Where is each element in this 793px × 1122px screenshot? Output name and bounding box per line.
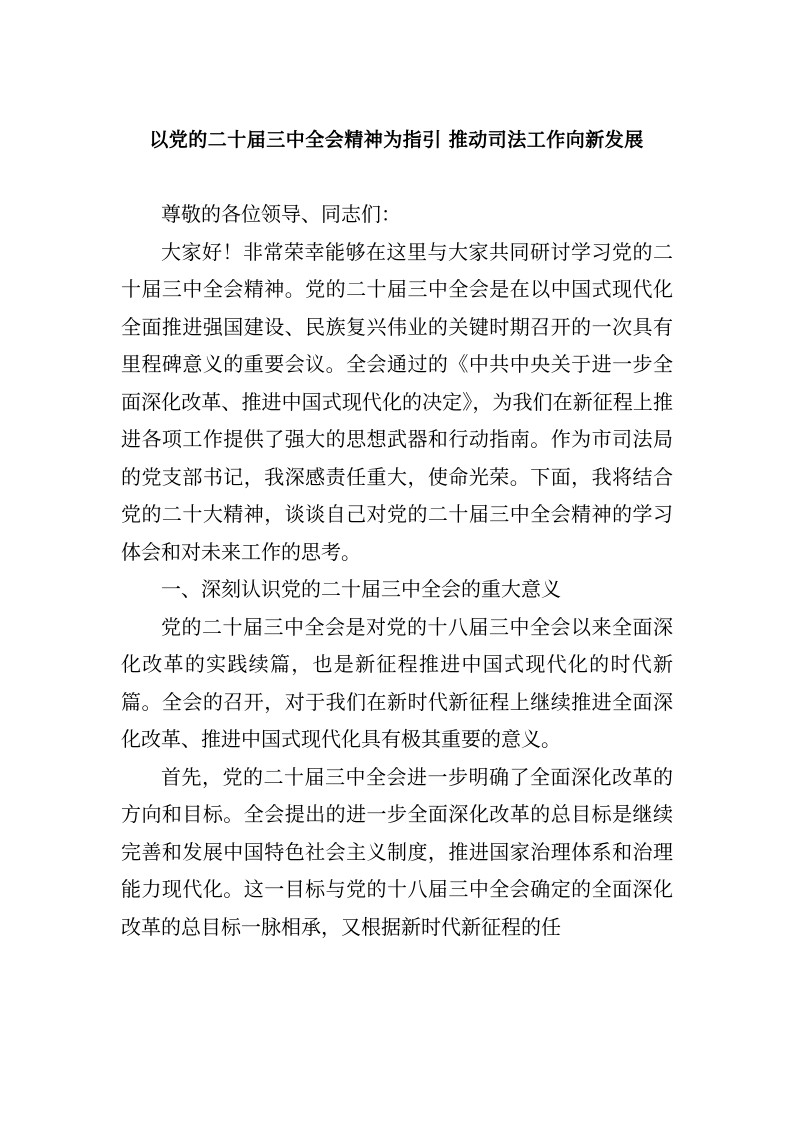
opening-paragraph: 大家好！非常荣幸能够在这里与大家共同研讨学习党的二十届三中全会精神。党的二十届三中全会是在以中国式现代化全面推进强国建设、民族复兴伟业的关键时期召开的一次具有里程碑意义的重要会议。全会通过的《中共中央关于进一步全面深化改革、推进中国式现代化的决定》，为我们在新征程上推进各项工作提供了强大的思想武器和行动指南。作为市司法局的党支部书记，我深感责任重大，使命光荣。下面，我将结合党的二十大精神，谈谈自己对党的二十届三中全会精神的学习体会和对未来工作的思考。 [121,239,673,564]
first-point-paragraph: 首先，党的二十届三中全会进一步明确了全面深化改革的方向和目标。全会提出的进一步全面深化改革的总目标是继续完善和发展中国特色社会主义制度，推进国家治理体系和治理能力现代化。这一目标与党的十八届三中全会确定的全面深化改革的总目标一脉相承，又根据新时代新征程的任 [121,764,673,939]
document-body [121,196,673,946]
document-title: 以党的二十届三中全会精神为指引 推动司法工作向新发展 [149,129,644,151]
section-heading: 一、深刻认识党的二十届三中全会的重大意义 [161,577,561,601]
significance-paragraph: 党的二十届三中全会是对党的十八届三中全会以来全面深化改革的实践续篇，也是新征程推进中国式现代化的时代新篇。全会的召开，对于我们在新时代新征程上继续推进全面深化改革、推进中国式现代化具有极其重要的意义。 [121,614,673,751]
salutation-paragraph: 尊敬的各位领导、同志们： [161,202,401,226]
